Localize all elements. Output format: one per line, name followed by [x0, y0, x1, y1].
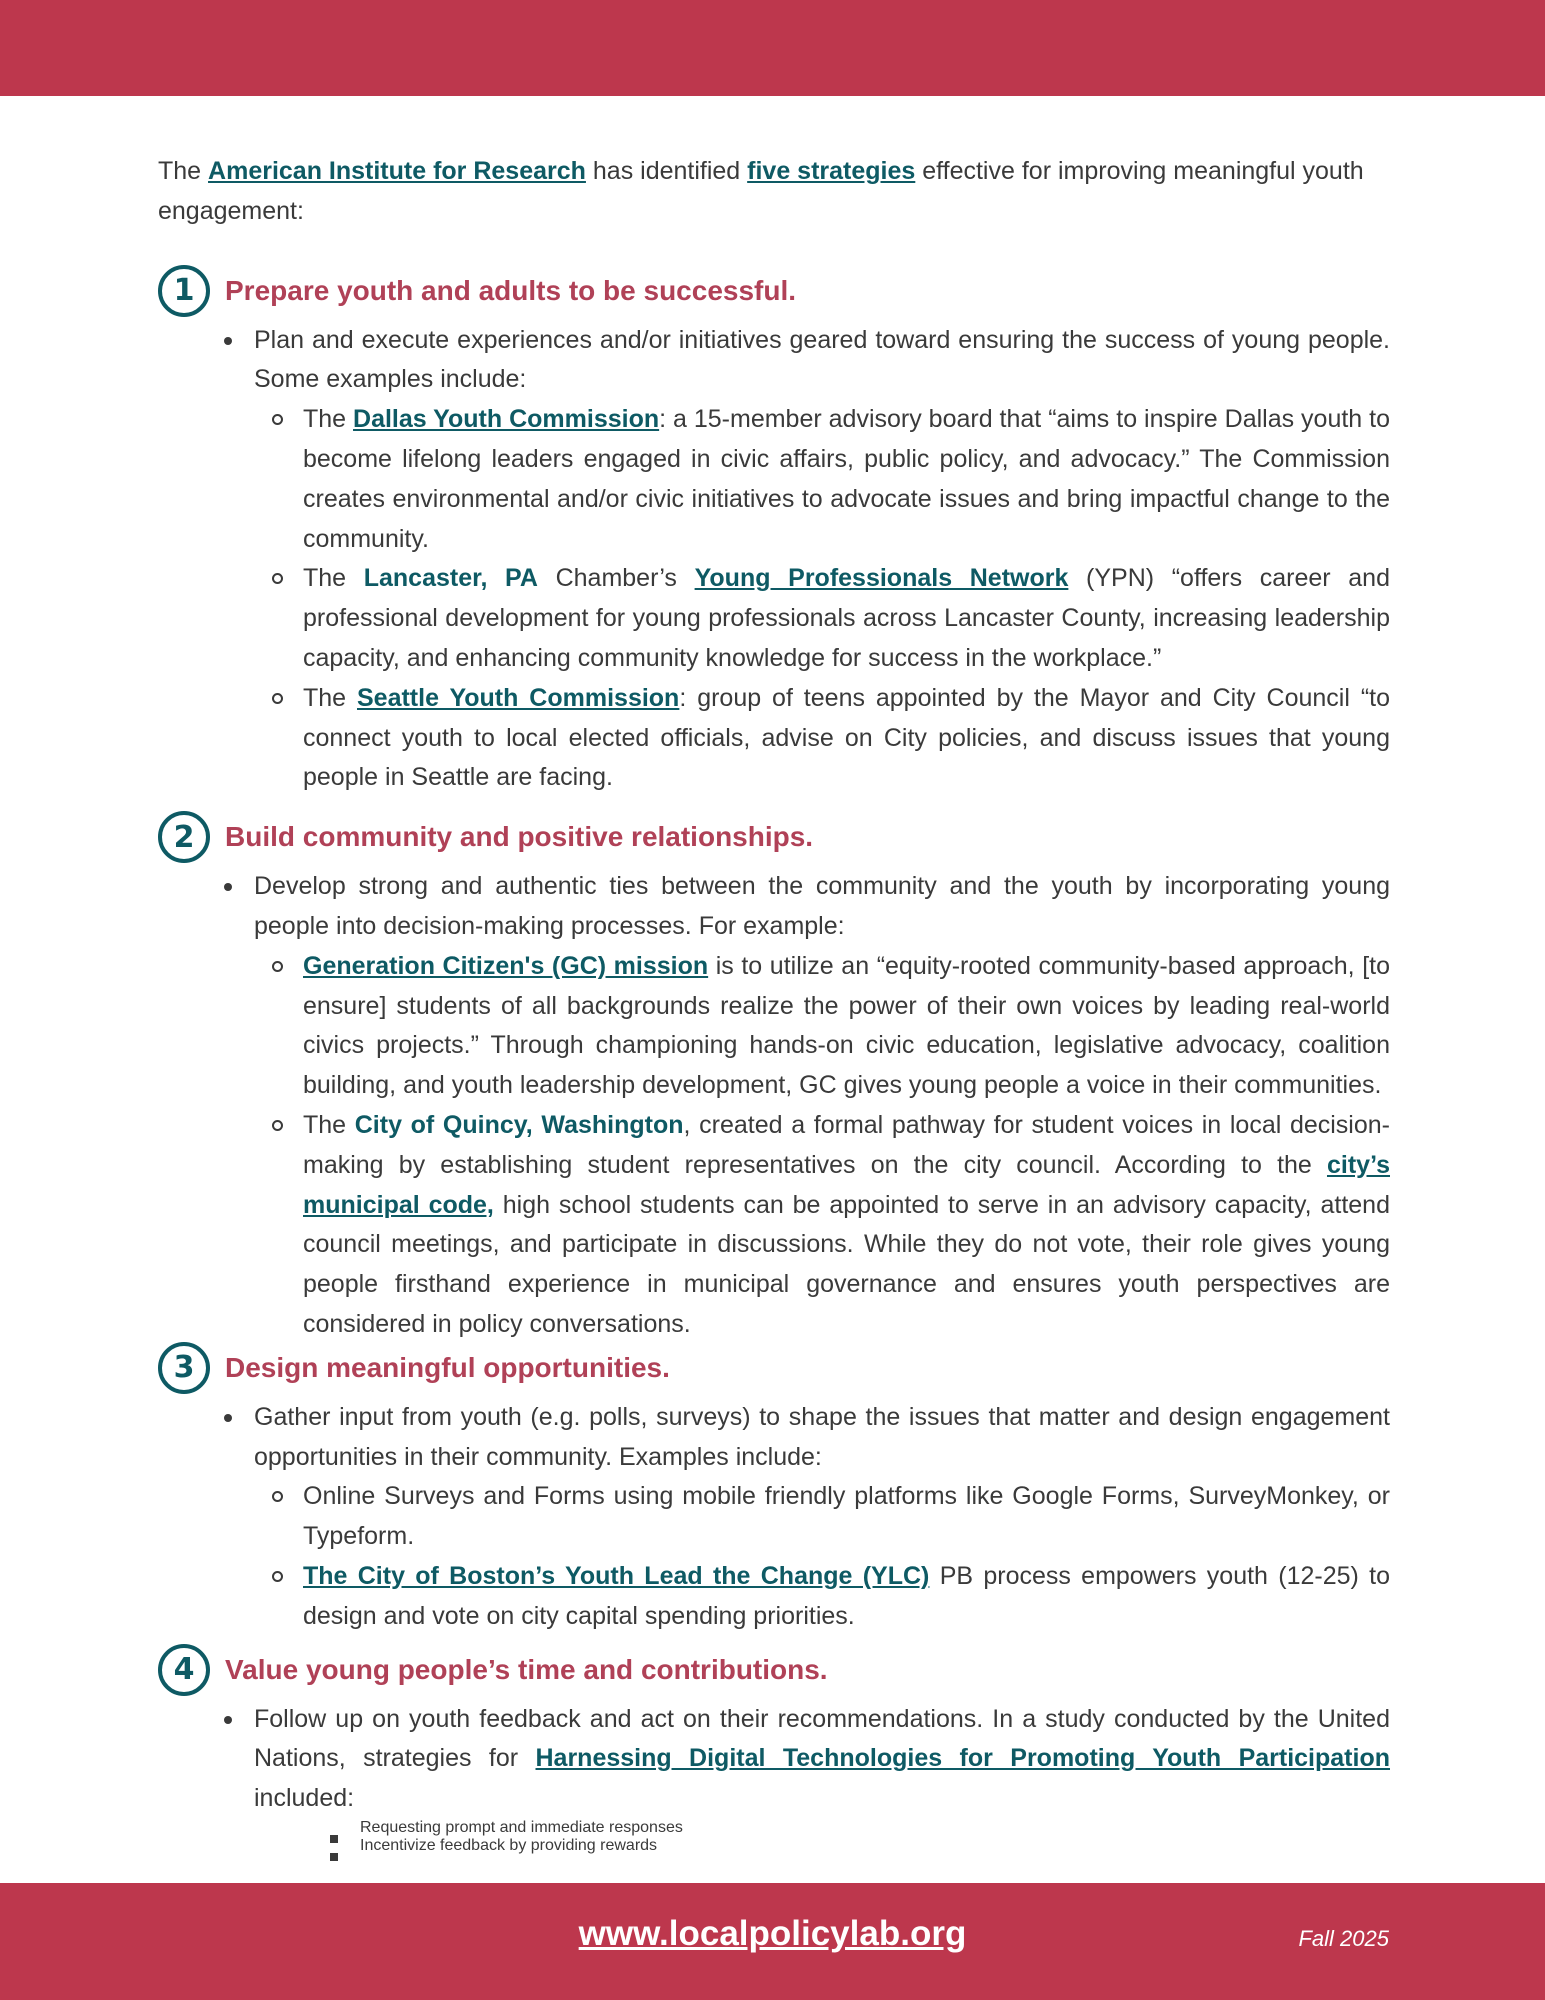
header-bar	[0, 0, 1545, 96]
number-4-icon: 4	[158, 1644, 210, 1696]
number-1-icon: 1	[158, 265, 210, 317]
strategy-1-list	[158, 321, 1390, 799]
strategy-4-heading	[158, 1642, 1390, 1698]
quincy-example: The City of Quincy, Washington, created a formal pathway for student voices in local decision-making by establishing student representatives on the city council. According to the city’s municipal code, high school students can be appointed to serve in an advisory capacity, attend council meetings, and participate in discussions. While they do not vote, their role gives young people firsthand experience in municipal governance and ensures youth perspectives are considered in policy conversations.	[158, 1106, 1390, 1345]
strategy-3-heading	[158, 1340, 1390, 1396]
five-strategies-link[interactable]: five strategies	[747, 157, 916, 185]
strategy-1-title: Prepare youth and adults to be successful.	[225, 274, 797, 306]
website-link[interactable]: www.localpolicylab.org	[578, 1914, 967, 1953]
edition-label: Fall 2025	[1298, 1926, 1389, 1951]
municipal-code-link[interactable]: city’s municipal code,	[303, 1150, 1390, 1219]
strategy-1-heading	[158, 263, 1390, 319]
generation-citizen-link[interactable]: Generation Citizen's (GC) mission	[303, 951, 709, 980]
lancaster-example: The Lancaster, PA Chamber’s Young Professionals Network (YPN) “offers career and professional development for young professionals across Lancaster County, increasing leadership capacity, and enhancing community knowledge for success in the workplace.”	[158, 559, 1390, 678]
list-item: Plan and execute experiences and/or initiatives geared toward ensuring the success of young people. Some examples include:	[158, 321, 1390, 401]
list-item: Gather input from youth (e.g. polls, surveys) to shape the issues that matter and design engagement opportunities in their community. Examples include:	[158, 1398, 1390, 1478]
seattle-youth-commission-link[interactable]: Seattle Youth Commission	[357, 683, 680, 712]
air-link[interactable]: American Institute for Research	[208, 157, 586, 185]
list-item: Requesting prompt and immediate responses	[158, 1819, 1390, 1837]
dallas-example: The Dallas Youth Commission: a 15-member advisory board that “aims to inspire Dallas youth to become lifelong leaders engaged in civic affairs, public policy, and advocacy.” The Commission creates environmental and/or civic initiatives to advocate issues and bring impactful change to the community.	[158, 400, 1390, 559]
boston-ylc-link[interactable]: The City of Boston’s Youth Lead the Change (YLC)	[303, 1561, 930, 1590]
strategy-3-title: Design meaningful opportunities.	[225, 1351, 670, 1383]
list-item: Incentivize feedback by providing rewards	[158, 1837, 1390, 1855]
number-2-icon: 2	[158, 811, 210, 863]
number-3-icon: 3	[158, 1342, 210, 1394]
seattle-example: The Seattle Youth Commission: group of teens appointed by the Mayor and City Council “to connect youth to local elected officials, advise on City policies, and discuss issues that young people in Seattle are facing.	[158, 679, 1390, 798]
strategy-2-title: Build community and positive relationships.	[225, 821, 814, 853]
un-digital-technologies-link[interactable]: Harnessing Digital Technologies for Promoting Youth Participation	[535, 1744, 1390, 1773]
list-item: Follow up on youth feedback and act on their recommendations. In a study conducted by the United Nations, strategies for Harnessing Digital Technologies for Promoting Youth Participation included:	[158, 1700, 1390, 1819]
intro-paragraph: The American Institute for Research has identified five strategies effective for improving meaningful youth engagement:	[158, 157, 1364, 225]
strategy-2-list	[158, 867, 1390, 1345]
strategy-4-title: Value young people’s time and contributions.	[225, 1653, 828, 1685]
generation-citizen-example: Generation Citizen's (GC) mission is to utilize an “equity-rooted community-based approach, [to ensure] students of all backgrounds realize the power of their own voices by leading real-world civics projects.” Through championing hands-on civic education, legislative advocacy, coalition building, and youth leadership development, GC gives young people a voice in their communities.	[158, 947, 1390, 1106]
young-professionals-network-link[interactable]: Young Professionals Network	[694, 564, 1069, 593]
strategy-2-heading	[158, 809, 1390, 865]
surveys-example: Online Surveys and Forms using mobile friendly platforms like Google Forms, SurveyMonkey, or Typeform.	[158, 1477, 1390, 1557]
list-item: Develop strong and authentic ties between the community and the youth by incorporating young people into decision-making processes. For example:	[158, 867, 1390, 947]
boston-example: The City of Boston’s Youth Lead the Change (YLC) PB process empowers youth (12-25) to design and vote on city capital spending priorities.	[158, 1557, 1390, 1637]
dallas-youth-commission-link[interactable]: Dallas Youth Commission	[353, 405, 660, 434]
strategy-3-list	[158, 1398, 1390, 1637]
main-content	[158, 152, 1390, 1855]
strategy-4-list	[158, 1700, 1390, 1855]
